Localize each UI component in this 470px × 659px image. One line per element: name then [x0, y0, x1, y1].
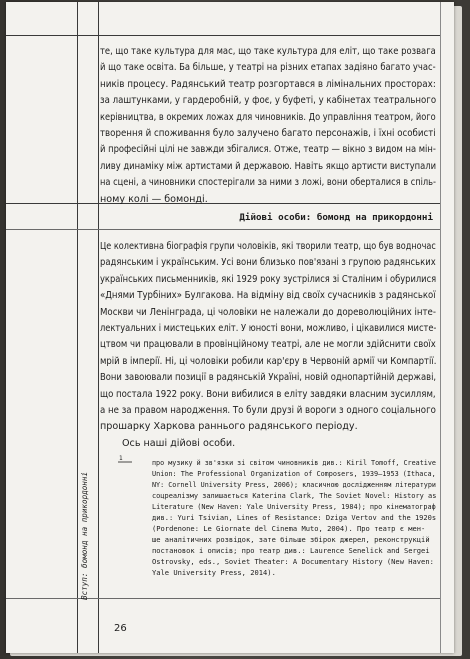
footnote-line: Yale University Press, 2014). [152, 568, 276, 577]
intro-paragraph [100, 44, 436, 208]
running-header-vertical: Вступ: бомонд на прикордонні [80, 471, 89, 600]
footnote-line: (Pordenone: Le Giornate del Cinema Muto, 2004). Про театр є мен- [152, 524, 426, 533]
text-line: Вони завоювали позиції в радянській Україні, новій однопартійній державі, [100, 372, 437, 384]
text-line: Москви чи Ленінграда, ці чоловіки не належали до дореволюційних інте- [100, 306, 436, 318]
footnote-line: ше аналітичних розвідок, зате більше збірок джерел, реконструкцій [152, 535, 430, 544]
book-page [6, 2, 454, 653]
text-line: те, що таке культура для мас, що таке культура для еліт, що таке розвага [100, 46, 436, 57]
text-line: на сцені, а чиновники спостерігали за ними з ложі, вони оберталися в спіль- [100, 177, 437, 189]
text-line: цтвом чи працювали в провінційному театрі, але не могли здійснити своїх [100, 339, 436, 351]
footnote [152, 457, 436, 578]
footnote-line: постановок і описів; про театр див.: Laurence Senelick and Sergei [152, 546, 430, 555]
footnote-number: 1 [119, 455, 123, 462]
footnote-marker-icon [118, 454, 136, 464]
text-line: прошарку Харкова раннього радянського періоду. [100, 421, 358, 433]
text-line: й що таке освіта. Ба більше, у театрі на різних етапах задіяно багато учас- [100, 62, 436, 74]
margin-rule-inner [98, 2, 99, 653]
text-line: «Днями Турбіних» Булгакова. На відміну від своїх сучасників з радянської [100, 290, 436, 302]
text-line: керівництва, в окремих ложах для чиновників. До управління театром, його [100, 111, 436, 123]
text-line: Це колективна біографія групи чоловіків, які творили театр, що був водночас [100, 241, 436, 252]
text-line: ному колі — бомонді. [100, 193, 208, 205]
page-number: 26 [114, 623, 127, 634]
text-line: за лаштунками, у гардеробній, у фоє, у буфеті, у кабінетах театрального [100, 95, 437, 107]
footnote-line: NY: Cornell University Press, 2006); класичною дослідженням літератури [152, 480, 436, 489]
text-line: ливу динаміку між артистами й державою. Навіть якщо артисти виступали [100, 160, 437, 172]
footnote-line: див.: Yuri Tsivian, Lines of Resistance: Dziga Vertov and the 1920s [152, 513, 437, 522]
section-rule-bottom [6, 229, 440, 230]
footnote-line: Literature (New Haven: Yale University Press, 1984); про кінематограф [152, 502, 436, 511]
main-paragraph [100, 239, 436, 452]
text-line: радянським і українським. Усі вони близько пов'язані з групою радянських [100, 257, 436, 269]
margin-rule-outer [77, 2, 78, 653]
closing-line: Ось наші дійові особи. [122, 437, 236, 449]
text-line: мрій в імперії. Ні, ці чоловіки робили кар'єру в Червоній армії чи Компартії. [100, 355, 437, 367]
top-rule [6, 35, 440, 36]
footnote-line: Ostrovsky, eds., Soviet Theater: A Documentary History (New Haven: [152, 557, 434, 566]
margin-rule-right [440, 2, 441, 653]
text-line: що постала 1922 року. Вони вибилися в еліту завдяки власним зусиллям, [100, 388, 436, 400]
text-line: ників процесу. Радянський театр розгортався в лімінальних просторах: [100, 78, 436, 90]
text-line: лектуальних і мистецьких еліт. У юності вони, можливо, і цікавилися мисте- [100, 323, 437, 335]
footnote-line: про музику й зв'язки зі світом чиновників див.: Kiril Tomoff, Creative [152, 458, 436, 467]
text-line: а не за правом народження. То були друзі й вороги з одного соціального [100, 405, 436, 417]
section-title: Дійові особи: бомонд на прикордонні [239, 212, 433, 223]
footer-rule [6, 598, 440, 599]
text-line: творення й споживання було залучено багато персонажів, і їхні особисті [100, 128, 436, 140]
footnote-line: соцреалізму залишається Katerina Clark, The Soviet Novel: History as [152, 491, 437, 500]
text-line: українських письменників, які 1929 року зустрілися зі Сталіним і обурилися [100, 273, 437, 285]
footnote-line: Union: The Professional Organization of Composers, 1939–1953 (Ithaca, [152, 469, 436, 478]
text-line: й професійні цілі не завжди збігалися. Отже, театр — вікно з видом на мін- [100, 144, 436, 156]
